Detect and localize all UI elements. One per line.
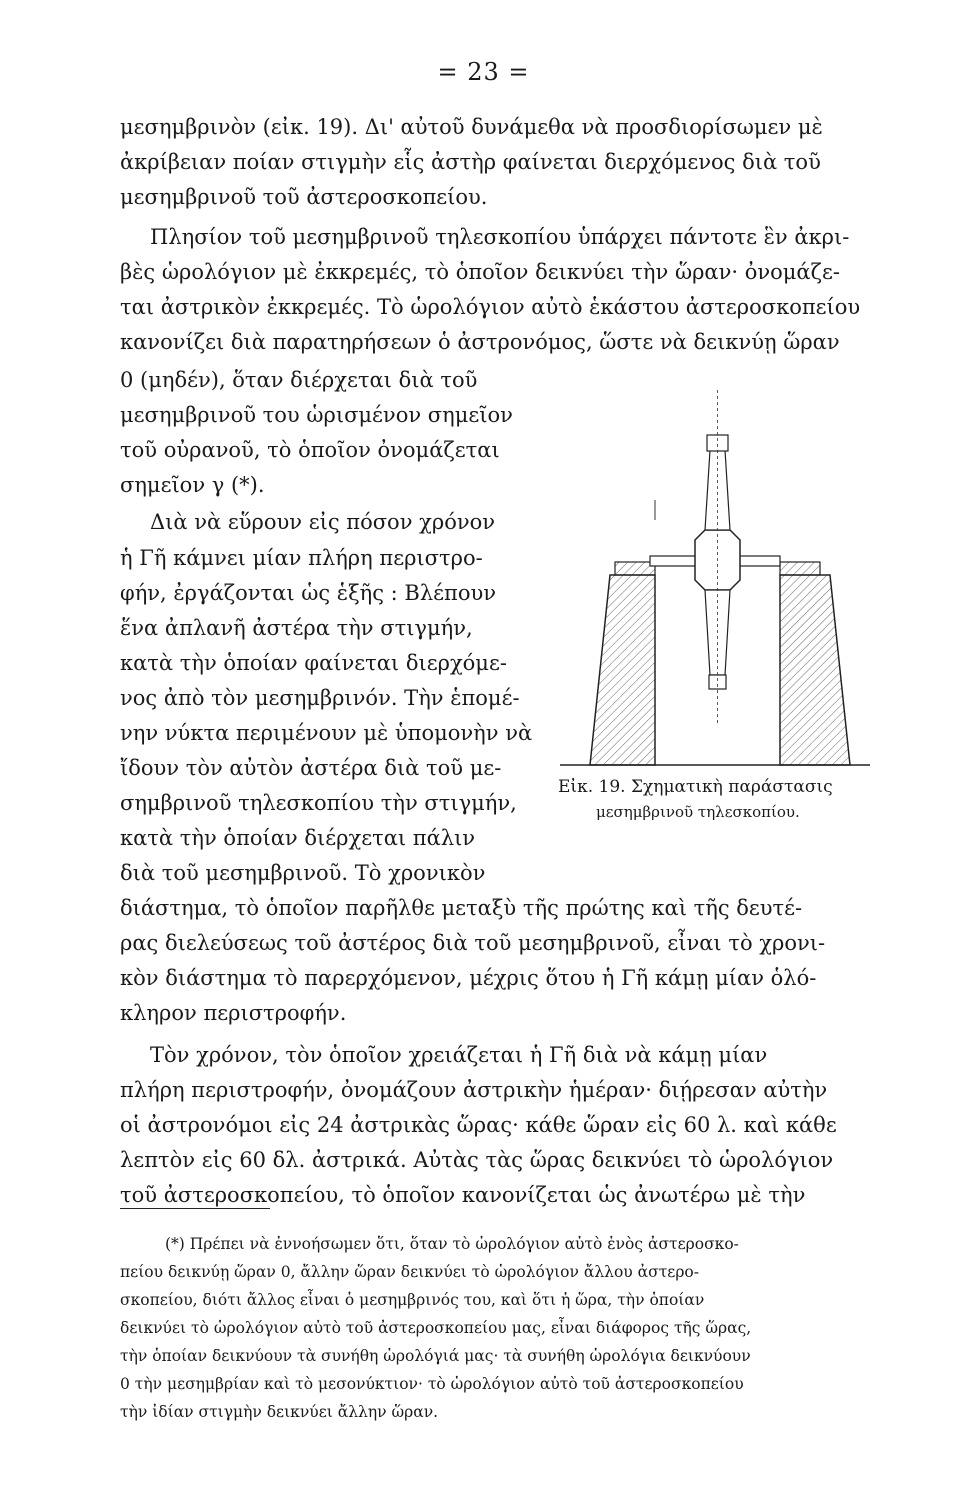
text-line-4: Πλησίον τοῦ μεσημβρινοῦ τηλεσκοπίου ὑπάρχει πάντοτε ἓν ἀκρι- (150, 225, 850, 249)
right-pier (780, 575, 850, 765)
text-line-25: κὸν διάστημα τὸ παρερχόμενον, μέχρις ὅτου ἡ Γῆ κάμῃ μίαν ὁλό- (120, 966, 817, 990)
text-line-28: πλήρη περιστροφήν, ὀνομάζουν ἀστρικὴν ἡμέραν· διῄρεσαν αὐτὴν (120, 1078, 828, 1102)
text-line-10: τοῦ οὐρανοῦ, τὸ ὁποῖον ὀνομάζεται (120, 438, 500, 462)
text-line-30: λεπτὸν εἰς 60 δλ. ἀστρικά. Αὐτὰς τὰς ὥρας δεικνύει τὸ ὡρολόγιον (120, 1148, 834, 1172)
footnote-line-4: δεικνύει τὸ ὡρολόγιον αὐτὸ τοῦ ἀστεροσκοπείου μας, εἶναι διάφορος τῆς ὥρας, (120, 1319, 752, 1337)
text-line-19: ἴδουν τὸν αὐτὸν ἀστέρα διὰ τοῦ με- (120, 756, 502, 780)
text-line-1: μεσημβρινὸν (εἰκ. 19). Δι' αὐτοῦ δυνάμεθα νὰ προσδιορίσωμεν μὲ (120, 115, 823, 139)
text-line-17: νος ἀπὸ τὸν μεσημβρινόν. Τὴν ἑπομέ- (120, 686, 520, 710)
text-line-9: μεσημβρινοῦ του ὡρισμένον σημεῖον (120, 403, 513, 427)
page-number: = 23 = (437, 58, 530, 86)
text-line-18: νην νύκτα περιμένουν μὲ ὑπομονὴν νὰ (120, 721, 533, 745)
text-line-11: σημεῖον γ (*). (120, 473, 265, 497)
text-line-21: κατὰ τὴν ὁποίαν διέρχεται πάλιν (120, 826, 476, 850)
footnote-line-3: σκοπείου, διότι ἄλλος εἶναι ὁ μεσημβρινός του, καὶ ὅτι ἡ ὥρα, τὴν ὁποίαν (120, 1291, 705, 1309)
text-line-12: Διὰ νὰ εὕρουν εἰς πόσον χρόνον (150, 510, 496, 534)
objective-cell (707, 435, 728, 451)
text-line-27: Τὸν χρόνον, τὸν ὁποῖον χρειάζεται ἡ Γῆ διὰ νὰ κάμῃ μίαν (150, 1043, 768, 1067)
text-line-14: φήν, ἐργάζονται ὡς ἑξῆς : Βλέπουν (120, 581, 497, 605)
footnote-line-5: τὴν ὁποίαν δεικνύουν τὰ συνήθη ὡρολόγιά μας· τὰ συνήθη ὡρολόγια δεικνύουν (120, 1347, 751, 1365)
text-line-15: ἕνα ἀπλανῆ ἀστέρα τὴν στιγμήν, (120, 616, 473, 640)
footnote-line-2: πείου δεικνύῃ ὥραν 0, ἄλλην ὥραν δεικνύει τὸ ὡρολόγιον ἄλλου ἀστερο- (120, 1263, 699, 1281)
left-bearing (615, 562, 655, 575)
text-line-16: κατὰ τὴν ὁποίαν φαίνεται διερχόμε- (120, 651, 507, 675)
text-line-24: ρας διελεύσεως τοῦ ἀστέρος διὰ τοῦ μεσημβρινοῦ, εἶναι τὸ χρονι- (120, 931, 826, 955)
text-line-3: μεσημβρινοῦ τοῦ ἀστεροσκοπείου. (120, 185, 488, 209)
text-line-29: οἱ ἀστρονόμοι εἰς 24 ἀστρικὰς ὥρας· κάθε ὥραν εἰς 60 λ. καὶ κάθε (120, 1113, 837, 1137)
right-bearing (780, 562, 820, 575)
text-line-6: ται ἀστρικὸν ἐκκρεμές. Τὸ ὡρολόγιον αὐτὸ ἑκάστου ἀστεροσκοπείου (120, 295, 861, 319)
text-line-13: ἡ Γῆ κάμνει μίαν πλήρη περιστρο- (120, 546, 483, 570)
text-line-23: διάστημα, τὸ ὁποῖον παρῆλθε μεταξὺ τῆς πρώτης καὶ τῆς δευτέ- (120, 896, 803, 920)
text-line-26: κληρον περιστροφήν. (120, 1001, 347, 1025)
meridian-telescope-figure (555, 380, 875, 780)
text-line-8: 0 (μηδέν), ὅταν διέρχεται διὰ τοῦ (120, 368, 478, 392)
text-line-7: κανονίζει διὰ παρατηρήσεων ὁ ἀστρονόμος, ὥστε νὰ δεικνύῃ ὥραν (120, 330, 840, 354)
figure-caption-subtitle: μεσημβρινοῦ τηλεσκοπίου. (596, 803, 800, 821)
figure-caption-title: Εἰκ. 19. Σχηματικὴ παράστασις (558, 777, 833, 797)
footnote-line-6: 0 τὴν μεσημβρίαν καὶ τὸ μεσονύκτιον· τὸ ὡρολόγιον αὐτὸ τοῦ ἀστεροσκοπείου (120, 1375, 744, 1393)
text-line-2: ἀκρίβειαν ποίαν στιγμὴν εἷς ἀστὴρ φαίνεται διερχόμενος διὰ τοῦ (120, 150, 821, 174)
footnote-line-1: (*) Πρέπει νὰ ἐννοήσωμεν ὅτι, ὅταν τὸ ὡρολόγιον αὐτὸ ἑνὸς ἀστεροσκο- (165, 1235, 739, 1253)
left-pier (590, 575, 655, 765)
text-line-5: βὲς ὡρολόγιον μὲ ἐκκρεμές, τὸ ὁποῖον δεικνύει τὴν ὥραν· ὀνομάζε- (120, 260, 840, 284)
footnote-line-7: τὴν ἰδίαν στιγμὴν δεικνύει ἄλλην ὥραν. (120, 1403, 439, 1421)
footnote-divider (120, 1208, 270, 1209)
text-line-22: διὰ τοῦ μεσημβρινοῦ. Τὸ χρονικὸν (120, 861, 486, 885)
text-line-31: τοῦ ἀστεροσκοπείου, τὸ ὁποῖον κανονίζεται ὡς ἀνωτέρω μὲ τὴν (120, 1183, 806, 1207)
text-line-20: σημβρινοῦ τηλεσκοπίου τὴν στιγμήν, (120, 791, 517, 815)
